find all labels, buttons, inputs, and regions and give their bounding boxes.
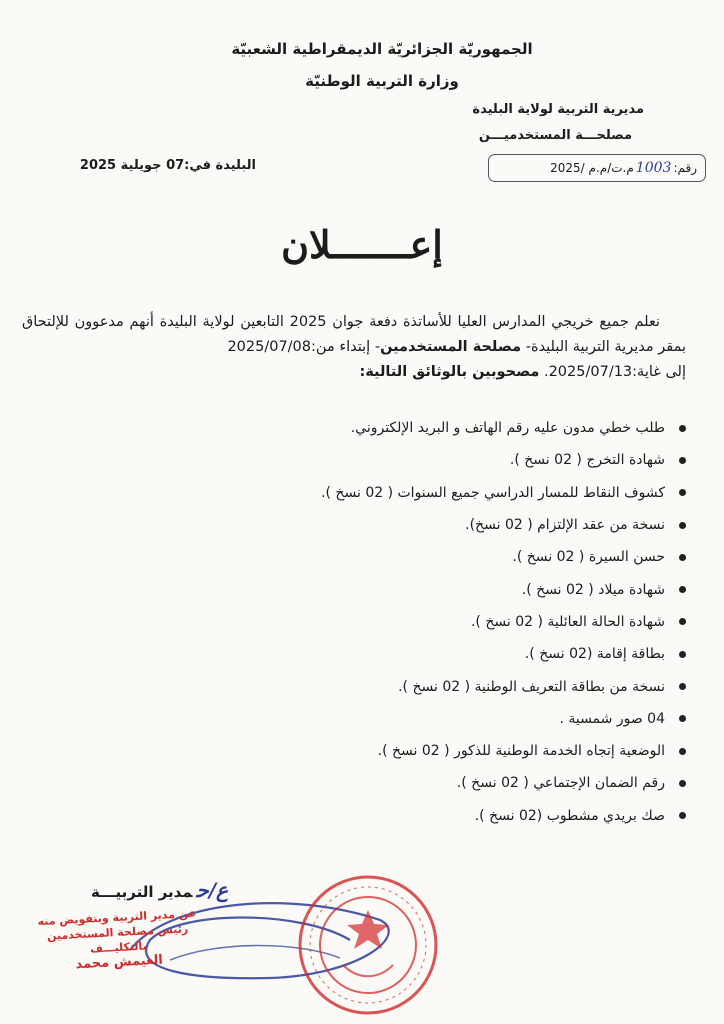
republic-header: الجمهوريّة الجزائريّة الديمقراطية الشعبيّة — [231, 40, 533, 58]
list-item: الوضعية إتجاه الخدمة الوطنية للذكور ( 02 نسخ ). — [36, 735, 686, 767]
announcement-body — [22, 310, 686, 385]
director-title: ع/حمدير التربيـــة — [91, 878, 228, 902]
service-emphasis: مصلحة المستخدمين — [380, 339, 522, 355]
body-text-2: - إبتداء من:2025/07/08 — [227, 339, 381, 355]
bullet-icon — [679, 586, 686, 593]
date-line: البليدة في:07 جويلية 2025 — [79, 158, 256, 173]
bullet-icon — [679, 522, 686, 529]
list-item: بطاقة إقامة (02 نسخ ). — [36, 638, 686, 670]
list-item: 04 صور شمسية . — [36, 703, 686, 735]
directorate-line: مديرية التربية لولاية البليدة — [472, 102, 644, 117]
service-line: مصلحـــة المستخدميـــن — [478, 128, 632, 143]
bullet-icon — [679, 425, 686, 432]
bullet-icon — [679, 457, 686, 464]
bullet-icon — [679, 812, 686, 819]
body-paragraph-end — [22, 360, 686, 385]
bullet-icon — [679, 489, 686, 496]
body-text-3: إلى غاية:2025/07/13. — [539, 364, 686, 380]
documents-list — [36, 412, 686, 832]
list-item: طلب خطي مدون عليه رقم الهاتف و البريد الإلكتروني. — [36, 412, 686, 444]
documents-intro: مصحوبين بالوثائق التالية: — [359, 364, 540, 380]
bullet-icon — [679, 748, 686, 755]
list-item: نسخة من عقد الإلتزام ( 02 نسخ). — [36, 509, 686, 541]
reference-code: م.ت/م.م /2025 — [550, 161, 634, 175]
bullet-icon — [679, 780, 686, 787]
bullet-icon — [679, 683, 686, 690]
ministry-header: وزارة التربية الوطنيّة — [305, 72, 459, 90]
list-item: شهادة الحالة العائلية ( 02 نسخ ). — [36, 606, 686, 638]
announcement-title: إعـــــــلان — [281, 222, 443, 267]
list-item: رقم الضمان الإجتماعي ( 02 نسخ ). — [36, 767, 686, 799]
body-paragraph — [22, 310, 686, 360]
list-item: حسن السيرة ( 02 نسخ ). — [36, 541, 686, 573]
body-text-1: نعلم جميع خريجي المدارس العليا للأساتذة دفعة جوان 2025 التابعين لولاية البليدة أنهم مدعوون للإلتحاق بمقر مديرية التربية البليدة- — [22, 314, 686, 355]
list-item: نسخة من بطاقة التعريف الوطنية ( 02 نسخ ). — [36, 670, 686, 702]
stamp-delegation-text: عن مدير التربية وبتفويض منه رئيس مصلحة المستخدمين بالتكليـــف العيمش محمد — [37, 906, 197, 973]
reference-number: 1003 — [635, 160, 672, 176]
list-item: شهادة التخرج ( 02 نسخ ). — [36, 444, 686, 476]
list-item: كشوف النقاط للمسار الدراسي جميع السنوات ( 02 نسخ ). — [36, 477, 686, 509]
official-seal-icon — [288, 870, 448, 1020]
bullet-icon — [679, 618, 686, 625]
reference-box — [488, 154, 706, 182]
bullet-icon — [679, 715, 686, 722]
bullet-icon — [679, 651, 686, 658]
bullet-icon — [679, 554, 686, 561]
list-item: صك بريدي مشطوب (02 نسخ ). — [36, 800, 686, 832]
handwritten-initials-icon: ع/ح — [196, 878, 228, 902]
reference-label: رقم: — [673, 161, 697, 175]
list-item: شهادة ميلاد ( 02 نسخ ). — [36, 573, 686, 605]
